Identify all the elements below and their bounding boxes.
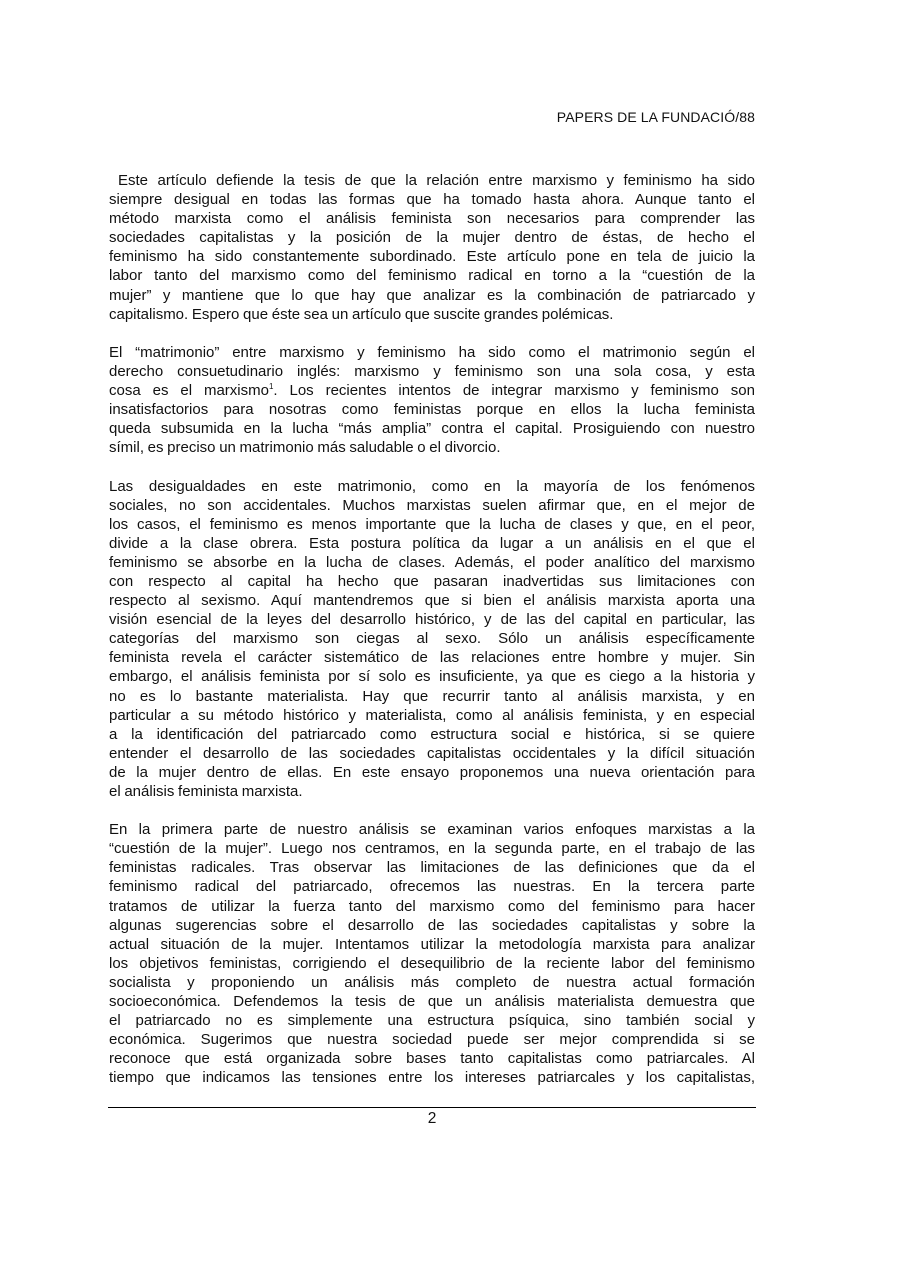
text-segment: cosa es el marxismo — [109, 382, 269, 400]
text-line: algunas sugerencias sobre el desarrollo de las sociedades capitalistas y sobre la — [109, 916, 755, 934]
text-line: En la primera parte de nuestro análisis se examinan varios enfoques marxistas a la — [109, 821, 755, 839]
text-line: tiempo que indicamos las tensiones entre los intereses patriarcales y los capitalistas, — [109, 1069, 755, 1087]
text-line: los casos, el feminismo es menos importante que la lucha de clases y que, en el peor, — [109, 515, 755, 533]
text-line: categorías del marxismo son ciegas al sexo. Sólo un análisis específicamente — [109, 630, 755, 648]
text-line: queda subsumida en la lucha “más amplia” contra el capital. Prosiguiendo con nuestro — [109, 420, 755, 438]
paragraph — [109, 820, 755, 1087]
document-body — [109, 171, 755, 1107]
text-line: Este artículo defiende la tesis de que la relación entre marxismo y feminismo ha sido — [118, 172, 755, 189]
text-line: económica. Sugerimos que nuestra sociedad puede ser mejor comprendida si se — [109, 1031, 755, 1049]
page-number: 2 — [427, 1110, 437, 1127]
text-line: mujer” y mantiene que lo que hay que analizar es la combinación de patriarcado y — [109, 286, 755, 304]
text-line: con respecto al capital ha hecho que pasaran inadvertidas sus limitaciones con — [109, 572, 755, 590]
text-line: feminismo ha sido constantemente subordinado. Este artículo pone en tela de juicio la — [109, 248, 755, 266]
text-line: respecto al sexismo. Aquí mantendremos que si bien el análisis marxista aporta una — [109, 592, 755, 610]
text-line: socioeconómica. Defendemos la tesis de que un análisis materialista demuestra que — [109, 993, 755, 1011]
text-line: feministas radicales. Tras observar las limitaciones de las definiciones que da el — [109, 859, 755, 877]
text-line: divide a la clase obrera. Esta postura política da lugar a un análisis en el que el — [109, 534, 755, 552]
text-line: socialista y proponiendo un análisis más completo de nuestra actual formación — [109, 973, 755, 991]
text-line: el análisis feminista marxista. — [109, 783, 303, 800]
text-line: derecho consuetudinario inglés: marxismo y feminismo son una sola cosa, y esta — [109, 362, 755, 380]
text-line: de la mujer dentro de ellas. En este ensayo proponemos una nueva orientación para — [109, 763, 755, 781]
text-line: labor tanto del marxismo como del feminismo radical en torno a la “cuestión de la — [109, 267, 755, 285]
text-line: feminismo se absorbe en la lucha de clases. Además, el poder analítico del marxismo — [109, 553, 755, 571]
text-line: Las desigualdades en este matrimonio, como en la mayoría de los fenómenos — [109, 477, 755, 495]
text-line: visión esencial de la leyes del desarrollo histórico, y de las del capital en particular, las — [109, 611, 755, 629]
footer-divider — [108, 1107, 756, 1108]
text-segment: . Los recientes intentos de integrar marxismo y feminismo son — [273, 382, 755, 400]
text-line: el patriarcado no es simplemente una estructura psíquica, sino también social y — [109, 1012, 755, 1030]
footnote-reference[interactable]: 1 — [268, 382, 274, 392]
text-line: siempre desigual en todas las formas que ha tomado hasta ahora. Aunque tanto el — [109, 191, 755, 209]
paragraph — [109, 477, 755, 802]
paragraph — [109, 171, 755, 324]
text-line: “cuestión de la mujer”. Luego nos centramos, en la segunda parte, en el trabajo de las — [109, 840, 755, 858]
text-line: símil, es preciso un matrimonio más saludable o el divorcio. — [109, 439, 501, 457]
text-line: a la identificación del patriarcado como estructura social e histórica, si se quiere — [109, 725, 755, 743]
text-line: particular a su método histórico y materialista, como al análisis feminista, y en especial — [109, 706, 755, 724]
text-line: El “matrimonio” entre marxismo y feminismo ha sido como el matrimonio según el — [109, 343, 755, 361]
text-line — [109, 381, 755, 400]
text-line: insatisfactorios para nosotras como feministas porque en ellos la lucha feminista — [109, 401, 755, 419]
text-line: actual situación de la mujer. Intentamos utilizar la metodología marxista para analizar — [109, 935, 755, 953]
text-line: entender el desarrollo de las sociedades capitalistas occidentales y la difícil situación — [109, 744, 755, 762]
text-line: sociedades capitalistas y la posición de la mujer dentro de éstas, de hecho el — [109, 229, 755, 247]
text-line: tratamos de utilizar la fuerza tanto del marxismo como del feminismo para hacer — [109, 897, 755, 915]
text-line: reconoce que está organizada sobre bases tanto capitalistas como patriarcales. Al — [109, 1050, 755, 1068]
text-line: sociales, no son accidentales. Muchos marxistas suelen afirmar que, en el mejor de — [109, 496, 755, 514]
text-line: embargo, el análisis feminista por sí solo es insuficiente, ya que es ciego a la historia y — [109, 668, 755, 686]
text-line: los objetivos feministas, corrigiendo el desequilibrio de la reciente labor del feminismo — [109, 954, 755, 972]
text-line: feminista revela el carácter sistemático de las relaciones entre hombre y mujer. Sin — [109, 649, 755, 667]
text-line: método marxista como el análisis feminista son necesarios para comprender las — [109, 210, 755, 228]
text-line: feminismo radical del patriarcado, ofrecemos las nuestras. En la tercera parte — [109, 878, 755, 896]
text-line: no es lo bastante materialista. Hay que recurrir tanto al análisis marxista, y en — [109, 687, 755, 705]
running-header: PAPERS DE LA FUNDACIÓ/88 — [556, 109, 755, 125]
text-line: capitalismo. Espero que éste sea un artículo que suscite grandes polémicas. — [109, 305, 614, 323]
paragraph — [109, 343, 755, 458]
